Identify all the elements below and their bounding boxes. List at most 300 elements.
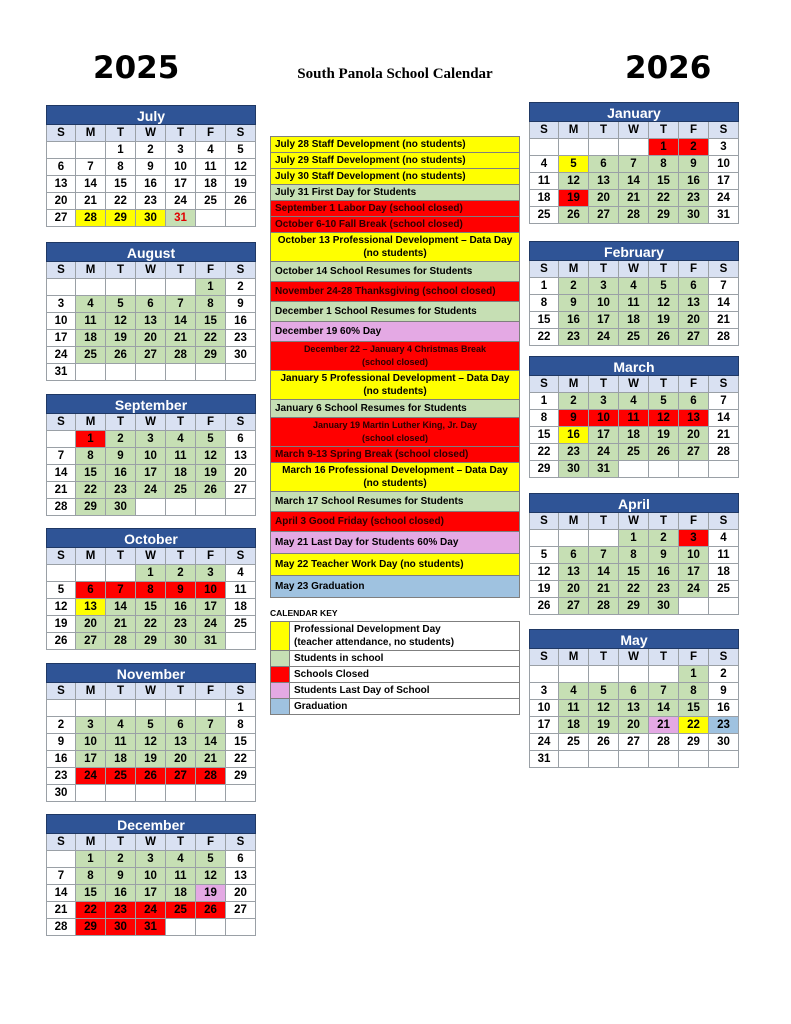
weekday-header: T bbox=[166, 548, 196, 565]
day-cell: 29 bbox=[76, 499, 106, 516]
day-cell: 17 bbox=[589, 427, 619, 444]
day-cell: 17 bbox=[196, 599, 226, 616]
day-cell: 20 bbox=[619, 717, 649, 734]
day-cell: 20 bbox=[226, 465, 256, 482]
day-cell: 13 bbox=[679, 410, 709, 427]
event-text: January 19 Martin Luther King, Jr. Day bbox=[312, 420, 478, 430]
day-cell: 29 bbox=[679, 734, 709, 751]
event-text: September 1 Labor Day (school closed) bbox=[275, 203, 463, 214]
day-cell: 19 bbox=[649, 427, 679, 444]
event-row bbox=[270, 262, 520, 282]
day-cell: 30 bbox=[106, 499, 136, 516]
event-text: March 17 School Resumes for Students bbox=[275, 496, 464, 507]
day-cell: 2 bbox=[709, 666, 739, 683]
empty-cell bbox=[589, 530, 619, 547]
day-cell: 7 bbox=[649, 683, 679, 700]
day-cell: 1 bbox=[529, 393, 559, 410]
event-text: November 24-28 Thanksgiving (school closed) bbox=[275, 286, 496, 297]
day-cell: 11 bbox=[76, 313, 106, 330]
day-cell: 7 bbox=[709, 393, 739, 410]
day-cell: 22 bbox=[106, 193, 136, 210]
day-cell: 29 bbox=[529, 461, 559, 478]
day-cell: 20 bbox=[166, 751, 196, 768]
day-cell: 1 bbox=[619, 530, 649, 547]
empty-cell bbox=[166, 499, 196, 516]
event-row bbox=[270, 447, 520, 463]
weekday-header: S bbox=[46, 262, 76, 279]
day-cell: 24 bbox=[136, 482, 166, 499]
day-cell: 12 bbox=[589, 700, 619, 717]
day-cell: 17 bbox=[589, 312, 619, 329]
empty-cell bbox=[226, 499, 256, 516]
event-subtext: (no students) bbox=[363, 386, 427, 397]
day-cell: 15 bbox=[619, 564, 649, 581]
day-cell: 30 bbox=[559, 461, 589, 478]
weekday-header: S bbox=[46, 414, 76, 431]
day-cell: 29 bbox=[649, 207, 679, 224]
weekday-header: W bbox=[619, 649, 649, 666]
calendar-february bbox=[529, 241, 739, 346]
day-cell: 19 bbox=[226, 176, 256, 193]
empty-cell bbox=[166, 919, 196, 936]
day-cell: 9 bbox=[709, 683, 739, 700]
empty-cell bbox=[106, 785, 136, 802]
day-cell: 23 bbox=[649, 581, 679, 598]
day-cell: 15 bbox=[76, 465, 106, 482]
day-cell: 26 bbox=[529, 598, 559, 615]
weekday-header: W bbox=[136, 262, 166, 279]
day-cell: 19 bbox=[106, 330, 136, 347]
day-cell: 28 bbox=[196, 768, 226, 785]
day-cell: 28 bbox=[589, 598, 619, 615]
day-cell: 4 bbox=[619, 278, 649, 295]
month-grid bbox=[529, 261, 739, 346]
weekday-header: S bbox=[46, 125, 76, 142]
event-row bbox=[270, 400, 520, 418]
weekday-header: S bbox=[709, 122, 739, 139]
day-cell: 30 bbox=[136, 210, 166, 227]
weekday-header: T bbox=[589, 261, 619, 278]
month-grid bbox=[46, 262, 256, 381]
day-cell: 29 bbox=[136, 633, 166, 650]
day-cell: 12 bbox=[196, 448, 226, 465]
day-cell: 11 bbox=[529, 173, 559, 190]
day-cell: 25 bbox=[619, 444, 649, 461]
empty-cell bbox=[136, 785, 166, 802]
event-row bbox=[270, 371, 520, 400]
day-cell: 10 bbox=[76, 734, 106, 751]
day-cell: 10 bbox=[136, 868, 166, 885]
empty-cell bbox=[196, 210, 226, 227]
day-cell: 11 bbox=[106, 734, 136, 751]
day-cell: 4 bbox=[709, 530, 739, 547]
day-cell: 4 bbox=[196, 142, 226, 159]
empty-cell bbox=[679, 751, 709, 768]
day-cell: 23 bbox=[226, 330, 256, 347]
day-cell: 10 bbox=[529, 700, 559, 717]
day-cell: 31 bbox=[166, 210, 196, 227]
day-cell: 7 bbox=[106, 582, 136, 599]
day-cell: 15 bbox=[529, 427, 559, 444]
key-label bbox=[290, 683, 519, 698]
weekday-header: F bbox=[679, 376, 709, 393]
key-item bbox=[270, 699, 520, 715]
day-cell: 23 bbox=[136, 193, 166, 210]
weekday-header: S bbox=[529, 261, 559, 278]
empty-cell bbox=[106, 364, 136, 381]
day-cell: 9 bbox=[106, 448, 136, 465]
day-cell: 16 bbox=[106, 885, 136, 902]
day-cell: 27 bbox=[589, 207, 619, 224]
day-cell: 3 bbox=[76, 717, 106, 734]
weekday-header: M bbox=[76, 125, 106, 142]
empty-cell bbox=[589, 666, 619, 683]
day-cell: 12 bbox=[106, 313, 136, 330]
event-row bbox=[270, 136, 520, 153]
day-cell: 2 bbox=[136, 142, 166, 159]
day-cell: 9 bbox=[559, 410, 589, 427]
day-cell: 18 bbox=[619, 312, 649, 329]
day-cell: 2 bbox=[559, 278, 589, 295]
day-cell: 25 bbox=[226, 616, 256, 633]
event-text: January 6 School Resumes for Students bbox=[275, 403, 467, 414]
event-text: May 21 Last Day for Students 60% Day bbox=[275, 537, 459, 548]
day-cell: 18 bbox=[166, 885, 196, 902]
day-cell: 28 bbox=[709, 444, 739, 461]
day-cell: 10 bbox=[709, 156, 739, 173]
weekday-header: M bbox=[559, 649, 589, 666]
day-cell: 23 bbox=[679, 190, 709, 207]
day-cell: 6 bbox=[226, 431, 256, 448]
weekday-header: T bbox=[106, 414, 136, 431]
event-text: July 31 First Day for Students bbox=[275, 187, 417, 198]
day-cell: 26 bbox=[46, 633, 76, 650]
day-cell: 28 bbox=[46, 919, 76, 936]
day-cell: 20 bbox=[46, 193, 76, 210]
day-cell: 29 bbox=[106, 210, 136, 227]
empty-cell bbox=[196, 700, 226, 717]
empty-cell bbox=[46, 565, 76, 582]
day-cell: 6 bbox=[679, 393, 709, 410]
day-cell: 6 bbox=[166, 717, 196, 734]
day-cell: 23 bbox=[559, 329, 589, 346]
day-cell: 12 bbox=[649, 410, 679, 427]
empty-cell bbox=[709, 461, 739, 478]
year-2025: 2025 bbox=[93, 50, 180, 86]
day-cell: 30 bbox=[649, 598, 679, 615]
day-cell: 2 bbox=[649, 530, 679, 547]
weekday-header: F bbox=[679, 513, 709, 530]
month-header: February bbox=[529, 241, 739, 261]
empty-cell bbox=[559, 139, 589, 156]
empty-cell bbox=[46, 279, 76, 296]
day-cell: 28 bbox=[76, 210, 106, 227]
empty-cell bbox=[529, 666, 559, 683]
day-cell: 23 bbox=[46, 768, 76, 785]
day-cell: 12 bbox=[649, 295, 679, 312]
day-cell: 23 bbox=[559, 444, 589, 461]
weekday-header: W bbox=[136, 548, 166, 565]
empty-cell bbox=[226, 919, 256, 936]
empty-cell bbox=[46, 431, 76, 448]
calendar-title: South Panola School Calendar bbox=[297, 66, 493, 82]
day-cell: 24 bbox=[589, 329, 619, 346]
day-cell: 3 bbox=[166, 142, 196, 159]
month-header: September bbox=[46, 394, 256, 414]
day-cell: 17 bbox=[166, 176, 196, 193]
event-row bbox=[270, 153, 520, 169]
key-label bbox=[290, 622, 519, 650]
empty-cell bbox=[226, 364, 256, 381]
weekday-header: M bbox=[76, 414, 106, 431]
calendar-november bbox=[46, 663, 256, 802]
empty-cell bbox=[46, 851, 76, 868]
month-grid bbox=[46, 548, 256, 650]
weekday-header: T bbox=[589, 513, 619, 530]
day-cell: 30 bbox=[709, 734, 739, 751]
day-cell: 16 bbox=[136, 176, 166, 193]
event-subtext: (no students) bbox=[363, 478, 427, 489]
day-cell: 31 bbox=[196, 633, 226, 650]
weekday-header: W bbox=[136, 834, 166, 851]
day-cell: 25 bbox=[709, 581, 739, 598]
day-cell: 14 bbox=[166, 313, 196, 330]
weekday-header: T bbox=[649, 513, 679, 530]
month-grid bbox=[46, 414, 256, 516]
day-cell: 20 bbox=[226, 885, 256, 902]
month-header: August bbox=[46, 242, 256, 262]
event-row bbox=[270, 418, 520, 447]
day-cell: 16 bbox=[649, 564, 679, 581]
day-cell: 9 bbox=[649, 547, 679, 564]
day-cell: 13 bbox=[559, 564, 589, 581]
day-cell: 4 bbox=[619, 393, 649, 410]
weekday-header: T bbox=[106, 683, 136, 700]
day-cell: 30 bbox=[106, 919, 136, 936]
day-cell: 17 bbox=[709, 173, 739, 190]
day-cell: 23 bbox=[166, 616, 196, 633]
event-row bbox=[270, 554, 520, 576]
day-cell: 21 bbox=[619, 190, 649, 207]
event-row bbox=[270, 576, 520, 598]
day-cell: 8 bbox=[226, 717, 256, 734]
day-cell: 27 bbox=[559, 598, 589, 615]
weekday-header: F bbox=[679, 649, 709, 666]
day-cell: 26 bbox=[226, 193, 256, 210]
weekday-header: T bbox=[166, 414, 196, 431]
weekday-header: T bbox=[589, 376, 619, 393]
day-cell: 14 bbox=[46, 885, 76, 902]
empty-cell bbox=[619, 751, 649, 768]
day-cell: 31 bbox=[46, 364, 76, 381]
day-cell: 1 bbox=[226, 700, 256, 717]
day-cell: 21 bbox=[709, 312, 739, 329]
weekday-header: S bbox=[46, 834, 76, 851]
month-header: April bbox=[529, 493, 739, 513]
day-cell: 28 bbox=[46, 499, 76, 516]
day-cell: 26 bbox=[559, 207, 589, 224]
day-cell: 16 bbox=[166, 599, 196, 616]
day-cell: 3 bbox=[196, 565, 226, 582]
event-row bbox=[270, 463, 520, 492]
day-cell: 5 bbox=[589, 683, 619, 700]
day-cell: 12 bbox=[136, 734, 166, 751]
empty-cell bbox=[619, 461, 649, 478]
day-cell: 1 bbox=[106, 142, 136, 159]
day-cell: 24 bbox=[76, 768, 106, 785]
day-cell: 10 bbox=[196, 582, 226, 599]
day-cell: 18 bbox=[709, 564, 739, 581]
event-text: April 3 Good Friday (school closed) bbox=[275, 516, 444, 527]
event-row bbox=[270, 492, 520, 512]
empty-cell bbox=[589, 751, 619, 768]
empty-cell bbox=[529, 139, 559, 156]
day-cell: 24 bbox=[136, 902, 166, 919]
day-cell: 8 bbox=[529, 410, 559, 427]
empty-cell bbox=[619, 139, 649, 156]
day-cell: 6 bbox=[136, 296, 166, 313]
event-row bbox=[270, 512, 520, 532]
event-row bbox=[270, 532, 520, 554]
event-text: January 5 Professional Development – Data Day bbox=[280, 373, 510, 384]
event-row bbox=[270, 185, 520, 201]
day-cell: 13 bbox=[46, 176, 76, 193]
day-cell: 31 bbox=[136, 919, 166, 936]
month-header: March bbox=[529, 356, 739, 376]
weekday-header: W bbox=[136, 414, 166, 431]
weekday-header: M bbox=[76, 834, 106, 851]
empty-cell bbox=[76, 364, 106, 381]
day-cell: 3 bbox=[136, 431, 166, 448]
weekday-header: F bbox=[196, 683, 226, 700]
day-cell: 4 bbox=[76, 296, 106, 313]
key-swatch bbox=[271, 699, 290, 714]
day-cell: 25 bbox=[166, 482, 196, 499]
day-cell: 27 bbox=[619, 734, 649, 751]
month-header: October bbox=[46, 528, 256, 548]
day-cell: 26 bbox=[649, 444, 679, 461]
calendar-july bbox=[46, 105, 256, 227]
empty-cell bbox=[709, 598, 739, 615]
day-cell: 13 bbox=[589, 173, 619, 190]
day-cell: 16 bbox=[559, 427, 589, 444]
event-text: December 22 – January 4 Christmas Break bbox=[303, 344, 487, 354]
day-cell: 13 bbox=[619, 700, 649, 717]
calendar-key bbox=[270, 621, 520, 715]
empty-cell bbox=[679, 461, 709, 478]
day-cell: 10 bbox=[679, 547, 709, 564]
day-cell: 30 bbox=[679, 207, 709, 224]
day-cell: 10 bbox=[136, 448, 166, 465]
empty-cell bbox=[106, 279, 136, 296]
empty-cell bbox=[529, 530, 559, 547]
month-grid bbox=[46, 834, 256, 936]
day-cell: 22 bbox=[136, 616, 166, 633]
day-cell: 26 bbox=[136, 768, 166, 785]
day-cell: 7 bbox=[196, 717, 226, 734]
day-cell: 22 bbox=[226, 751, 256, 768]
day-cell: 7 bbox=[166, 296, 196, 313]
day-cell: 22 bbox=[619, 581, 649, 598]
weekday-header: S bbox=[226, 548, 256, 565]
day-cell: 11 bbox=[226, 582, 256, 599]
day-cell: 28 bbox=[166, 347, 196, 364]
day-cell: 21 bbox=[589, 581, 619, 598]
day-cell: 23 bbox=[709, 717, 739, 734]
day-cell: 20 bbox=[679, 427, 709, 444]
day-cell: 4 bbox=[226, 565, 256, 582]
day-cell: 26 bbox=[649, 329, 679, 346]
day-cell: 15 bbox=[529, 312, 559, 329]
key-label-text: Graduation bbox=[294, 701, 348, 712]
day-cell: 7 bbox=[619, 156, 649, 173]
day-cell: 5 bbox=[136, 717, 166, 734]
day-cell: 4 bbox=[166, 431, 196, 448]
day-cell: 21 bbox=[76, 193, 106, 210]
day-cell: 5 bbox=[226, 142, 256, 159]
day-cell: 19 bbox=[46, 616, 76, 633]
day-cell: 19 bbox=[136, 751, 166, 768]
weekday-header: T bbox=[106, 548, 136, 565]
day-cell: 6 bbox=[679, 278, 709, 295]
day-cell: 20 bbox=[589, 190, 619, 207]
day-cell: 3 bbox=[679, 530, 709, 547]
day-cell: 11 bbox=[619, 410, 649, 427]
day-cell: 13 bbox=[226, 448, 256, 465]
day-cell: 22 bbox=[529, 444, 559, 461]
day-cell: 6 bbox=[46, 159, 76, 176]
weekday-header: T bbox=[166, 262, 196, 279]
day-cell: 24 bbox=[196, 616, 226, 633]
day-cell: 28 bbox=[619, 207, 649, 224]
day-cell: 13 bbox=[136, 313, 166, 330]
empty-cell bbox=[196, 785, 226, 802]
day-cell: 10 bbox=[46, 313, 76, 330]
day-cell: 9 bbox=[46, 734, 76, 751]
day-cell: 5 bbox=[559, 156, 589, 173]
day-cell: 10 bbox=[166, 159, 196, 176]
day-cell: 20 bbox=[559, 581, 589, 598]
weekday-header: M bbox=[559, 376, 589, 393]
day-cell: 11 bbox=[619, 295, 649, 312]
year-2026: 2026 bbox=[625, 50, 712, 86]
weekday-header: T bbox=[589, 649, 619, 666]
empty-cell bbox=[226, 210, 256, 227]
weekday-header: S bbox=[226, 125, 256, 142]
calendar-may bbox=[529, 629, 739, 768]
day-cell: 17 bbox=[46, 330, 76, 347]
empty-cell bbox=[226, 633, 256, 650]
day-cell: 28 bbox=[709, 329, 739, 346]
key-label-text: Professional Development Day bbox=[294, 624, 441, 635]
event-row bbox=[270, 217, 520, 233]
event-row bbox=[270, 201, 520, 217]
empty-cell bbox=[46, 142, 76, 159]
day-cell: 14 bbox=[196, 734, 226, 751]
month-header: January bbox=[529, 102, 739, 122]
day-cell: 4 bbox=[106, 717, 136, 734]
day-cell: 4 bbox=[559, 683, 589, 700]
day-cell: 18 bbox=[106, 751, 136, 768]
day-cell: 27 bbox=[76, 633, 106, 650]
day-cell: 25 bbox=[76, 347, 106, 364]
day-cell: 31 bbox=[529, 751, 559, 768]
day-cell: 1 bbox=[196, 279, 226, 296]
event-row bbox=[270, 322, 520, 342]
weekday-header: W bbox=[136, 683, 166, 700]
day-cell: 16 bbox=[46, 751, 76, 768]
day-cell: 14 bbox=[709, 295, 739, 312]
